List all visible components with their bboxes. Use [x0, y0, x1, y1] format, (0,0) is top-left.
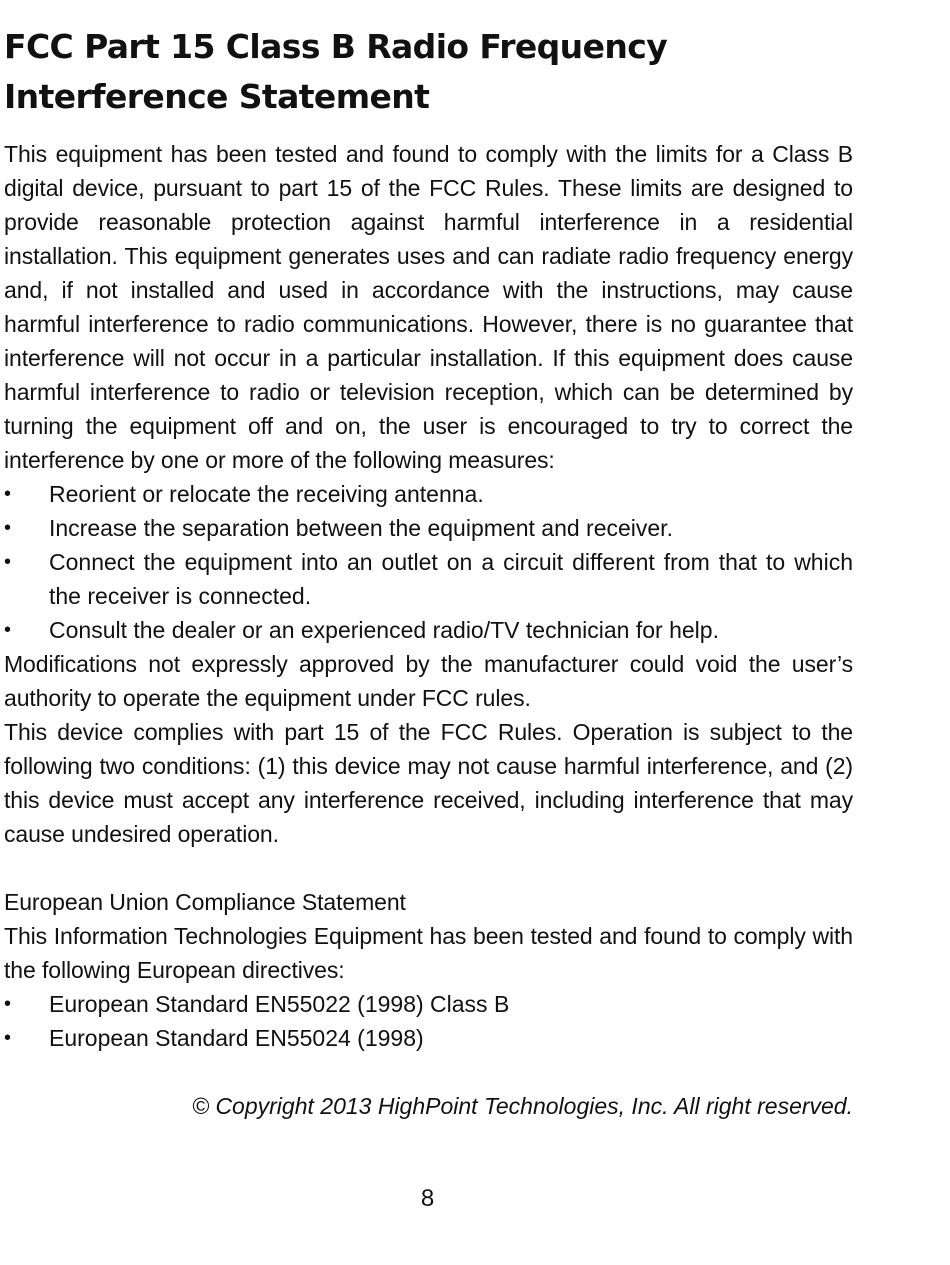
copyright-notice: © Copyright 2013 HighPoint Technologies, Inc. All right reserved.	[192, 1093, 853, 1119]
list-item	[4, 613, 853, 647]
bullet-icon: •	[4, 993, 12, 1015]
eu-heading: European Union Compliance Statement	[4, 889, 406, 915]
list-item	[4, 511, 853, 545]
bullet-icon: •	[4, 619, 12, 641]
eu-intro-paragraph: This Information Technologies Equipment has been tested and found to comply with the following European directives:	[4, 923, 853, 983]
list-item-text: Connect the equipment into an outlet on a circuit different from that to which the receiver is connected.	[49, 549, 853, 609]
section-spacer	[4, 851, 853, 885]
list-item	[4, 545, 853, 613]
list-item-text: Reorient or relocate the receiving antenna.	[49, 481, 484, 507]
eu-standards-list	[4, 987, 853, 1055]
fcc-measures-list	[4, 477, 853, 647]
list-item	[4, 987, 853, 1021]
fcc-modifications-paragraph: Modifications not expressly approved by the manufacturer could void the user’s authority to operate the equipment under FCC rules.	[4, 651, 853, 711]
fcc-intro-paragraph: This equipment has been tested and found to comply with the limits for a Class B digital device, pursuant to part 15 of the FCC Rules. These limits are designed to provide reasonable protection against harmful interference in a residential installation. This equipment generates uses and can radiate radio frequency energy and, if not installed and used in accordance with the instructions, may cause harmful interference to radio communications. However, there is no guarantee that interference will not occur in a particular installation. If this equipment does cause harmful interference to radio or television reception, which can be determined by turning the equipment off and on, the user is encouraged to try to correct the interference by one or more of the following measures:	[4, 141, 853, 473]
bullet-icon: •	[4, 517, 12, 539]
bullet-icon: •	[4, 1027, 12, 1049]
list-item-text: Increase the separation between the equipment and receiver.	[49, 515, 673, 541]
list-item	[4, 1021, 853, 1055]
bullet-icon: •	[4, 551, 12, 573]
list-item-text: European Standard EN55024 (1998)	[49, 1025, 424, 1051]
bullet-icon: •	[4, 483, 12, 505]
list-item-text: Consult the dealer or an experienced radio/TV technician for help.	[49, 617, 719, 643]
list-item-text: European Standard EN55022 (1998) Class B	[49, 991, 510, 1017]
list-item	[4, 477, 853, 511]
page-number: 8	[420, 1185, 435, 1212]
page-title: FCC Part 15 Class B Radio Frequency Interference Statement	[4, 27, 668, 116]
document-page	[4, 22, 853, 1146]
fcc-compliance-paragraph: This device complies with part 15 of the FCC Rules. Operation is subject to the following two conditions: (1) this device may not cause harmful interference, and (2) this device must accept any interference received, including interference that may cause undesired operation.	[4, 719, 853, 847]
